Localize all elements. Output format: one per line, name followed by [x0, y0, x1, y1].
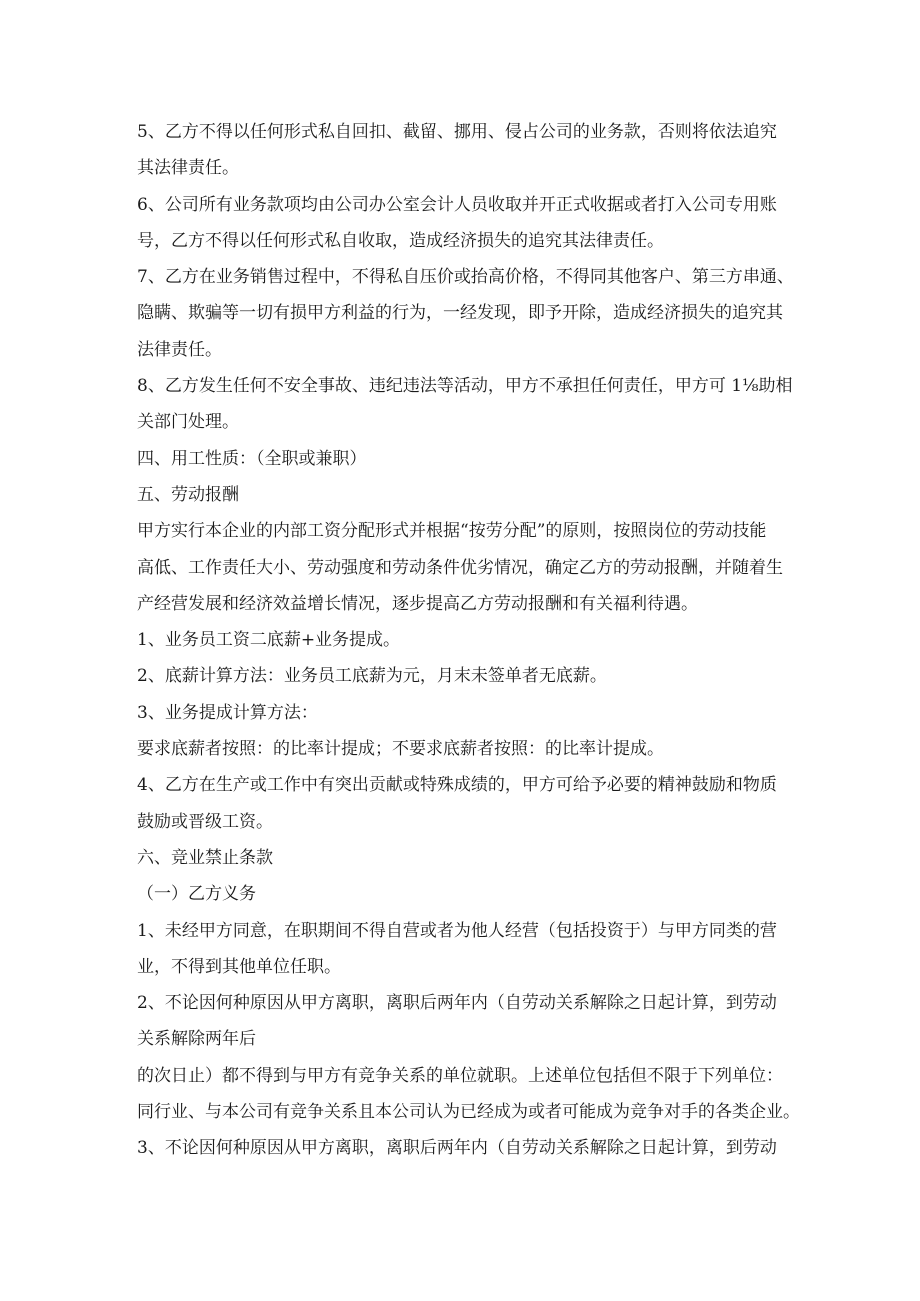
text-line: 号，乙方不得以任何形式私自收取，造成经济损失的追究其法律责任。 [137, 230, 664, 251]
section-heading: 四、用工性质：（全职或兼职） [137, 448, 367, 469]
text-line: 8、乙方发生任何不安全事故、违纪违法等活动，甲方不承担任何责任，甲方可 1⅛助相 [137, 376, 793, 397]
text-line: 甲方实行本企业的内部工资分配形式并根据“按劳分配”的原则，按照岗位的劳动技能 [137, 521, 767, 542]
text-line: 4、乙方在生产或工作中有突出贡献或特殊成绩的，甲方可给予必要的精神鼓励和物质 [137, 775, 777, 796]
document-body [137, 114, 817, 1167]
text-line: 的次日止）都不得到与甲方有竞争关系的单位就职。上述单位包括但不限于下列单位： [137, 1065, 783, 1086]
text-line: 6、公司所有业务款项均由公司办公室会计人员收取并开正式收据或者打入公司专用账 [137, 194, 777, 215]
text-line: 鼓励或晋级工资。 [137, 811, 273, 832]
text-line: 3、不论因何种原因从甲方离职，离职后两年内（自劳动关系解除之日起计算，到劳动 [137, 1138, 777, 1159]
text-line: 法律责任。 [137, 339, 222, 360]
text-line: 2、底薪计算方法：业务员工底薪为元，月末未签单者无底薪。 [137, 666, 607, 687]
text-line: 1、未经甲方同意，在职期间不得自营或者为他人经营（包括投资于）与甲方同类的营 [137, 920, 777, 941]
text-line: 7、乙方在业务销售过程中，不得私自压价或抬高价格，不得同其他客户、第三方串通、 [137, 267, 794, 288]
subsection-heading: （一）乙方义务 [137, 884, 256, 905]
text-line: 2、不论因何种原因从甲方离职，离职后两年内（自劳动关系解除之日起计算，到劳动 [137, 993, 777, 1014]
text-line: 3、业务提成计算方法： [137, 702, 318, 723]
text-line: 同行业、与本公司有竞争关系且本公司认为已经成为或者可能成为竞争对手的各类企业。 [137, 1102, 800, 1123]
text-line: 隐瞒、欺骗等一切有损甲方利益的行为，一经发现，即予开除，造成经济损失的追究其 [137, 303, 783, 324]
text-line: 关系解除两年后 [137, 1029, 256, 1050]
text-line: 其法律责任。 [137, 158, 239, 179]
text-line: 关部门处理。 [137, 412, 239, 433]
section-heading: 五、劳动报酬 [137, 484, 239, 505]
text-line: 1、业务员工资二底薪+业务提成。 [137, 630, 401, 651]
section-heading: 六、竞业禁止条款 [137, 847, 273, 868]
text-line: 高低、工作责任大小、劳动强度和劳动条件优劣情况，确定乙方的劳动报酬，并随着生 [137, 557, 783, 578]
text-line: 产经营发展和经济效益增长情况，逐步提高乙方劳动报酬和有关福利待遇。 [137, 593, 698, 614]
text-line: 5、乙方不得以任何形式私自回扣、截留、挪用、侵占公司的业务款，否则将依法追究 [137, 122, 777, 142]
text-line: 业，不得到其他单位任职。 [137, 956, 341, 977]
text-line: 要求底薪者按照：的比率计提成；不要求底薪者按照：的比率计提成。 [137, 739, 664, 760]
